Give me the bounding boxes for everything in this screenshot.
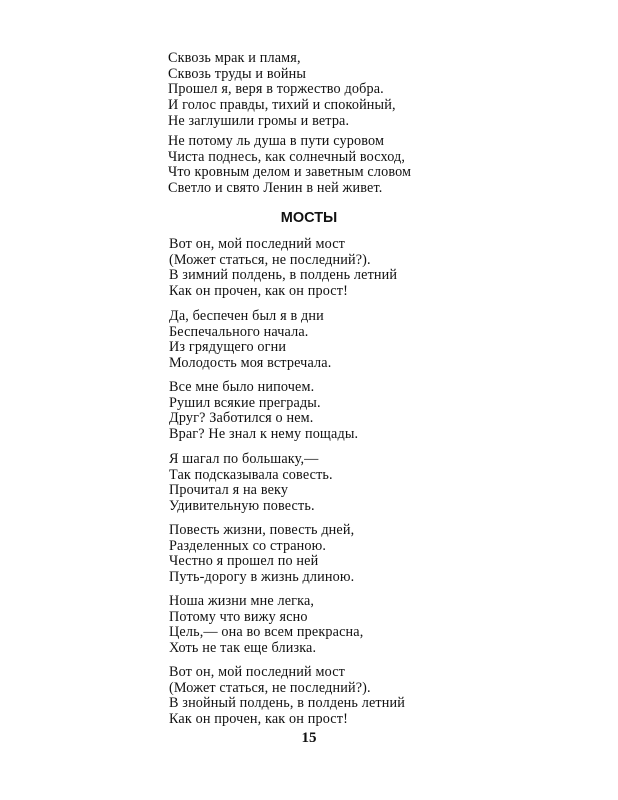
poem-line: Как он прочен, как он прост! (169, 283, 348, 300)
stanza-2 (169, 309, 331, 372)
poem-line: Ноша жизни мне легка, (169, 593, 315, 609)
poem-line: Хоть не так еще близка. (169, 640, 317, 657)
page-number: 15 (301, 730, 317, 746)
poem-line: Чиста поднесь, как солнечный восход, (168, 148, 406, 165)
stanza-5 (169, 523, 354, 586)
poem-line: Светло и свято Ленин в ней живет. (168, 180, 383, 197)
stanza-6 (169, 594, 363, 657)
poem-line: И голос правды, тихий и спокойный, (168, 97, 396, 114)
poem-line: Все мне было нипочем. (169, 379, 315, 395)
stanza-continued-1 (168, 51, 396, 129)
poem-line: Честно я прошел по ней (169, 553, 319, 570)
poem-line: В знойный полдень, в полдень летний (169, 695, 405, 712)
poem-line: (Может статься, не последний?). (169, 251, 371, 268)
poem-line: Враг? Не знал к нему пощады. (169, 426, 359, 443)
poem-line: В зимний полдень, в полдень летний (169, 267, 398, 284)
poem-line: Сквозь мрак и пламя, (168, 50, 301, 66)
poem-line: Не заглушили громы и ветра. (168, 112, 350, 129)
poem-line: Друг? Заботился о нем. (169, 410, 314, 427)
poem-line: Рушил всякие преграды. (169, 394, 321, 411)
poem-line: Удивительную повесть. (169, 498, 315, 515)
stanza-continued-2 (168, 134, 411, 197)
poem-line: (Может статься, не последний?). (169, 679, 371, 696)
poem-line: Потому что вижу ясно (169, 608, 308, 625)
poem-line: Повесть жизни, повесть дней, (169, 522, 355, 538)
poem-line: Прочитал я на веку (169, 482, 289, 499)
poem-title: МОСТЫ (280, 210, 338, 226)
poem-line: Да, беспечен был я в дни (169, 308, 324, 324)
poem-line: Не потому ль душа в пути суровом (168, 133, 385, 149)
poem-line: Цель,— она во всем прекрасна, (169, 624, 364, 641)
stanza-7 (169, 665, 405, 728)
poem-line: Путь-дорогу в жизнь длиною. (169, 569, 355, 586)
poem-line: Вот он, мой последний мост (169, 664, 345, 680)
poem-line: Разделенных со страною. (169, 537, 327, 554)
poem-line: Как он прочен, как он прост! (169, 711, 348, 728)
poem-line: Сквозь труды и войны (168, 65, 307, 82)
stanza-3 (169, 380, 358, 443)
stanza-1 (169, 237, 397, 300)
poem-line: Прошел я, веря в торжество добра. (168, 81, 384, 98)
poem-line: Что кровным делом и заветным словом (168, 164, 412, 181)
poem-line: Вот он, мой последний мост (169, 236, 345, 252)
poem-line: Так подсказывала совесть. (169, 466, 333, 483)
poem-line: Я шагал по большаку,— (169, 451, 319, 467)
poem-line: Из грядущего огни (169, 339, 287, 356)
stanza-4 (169, 452, 333, 515)
poem-line: Молодость моя встречала. (169, 355, 332, 372)
poem-line: Беспечального начала. (169, 323, 309, 340)
